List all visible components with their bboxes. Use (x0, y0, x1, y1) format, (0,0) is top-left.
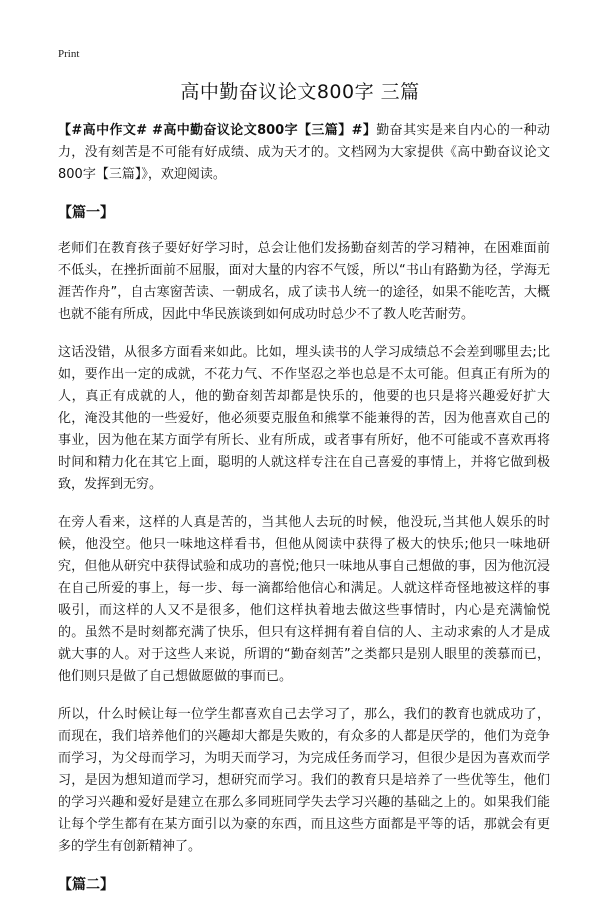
intro-paragraph (58, 120, 550, 186)
paragraph-3: 在旁人看来，这样的人真是苦的，当其他人去玩的时候，他没玩,当其他人娱乐的时候，他没空。他只一味地这样看书，但他从阅读中获得了极大的快乐;他只一味地研究，但他从研究中获得试验和成功的喜悦;他只一味地从事自己想做的事，因为他沉浸在自己所爱的事上，每一步、每一滴都给他信心和满足。人就这样奇怪地被这样的事吸引，而这样的人又不是很多，他们这样执着地去做这些事情时，内心是充满愉悦的。虽然不是时刻都充满了快乐，但只有这样拥有着自信的人、主动求索的人才是成就大事的人。对于这些人来说，所谓的“勤奋刻苦”之类都只是别人眼里的羡慕而已，他们则只是做了自己想做愿做的事而已。 (58, 515, 550, 684)
paragraph-2: 这话没错，从很多方面看来如此。比如，埋头读书的人学习成绩总不会差到哪里去;比如，要作出一定的成就，不花力气、不作坚忍之举也总是不太可能。但真正有所为的人，真正有成就的人，他的勤奋刻苦却都是快乐的，他要的也只是将兴趣爱好扩大化，淹没其他的一些爱好，他必须要克服鱼和熊掌不能兼得的苦，因为他喜欢自己的事业，因为他在某方面学有所长、业有所成，或者事有所好，他不可能或不喜欢再将时间和精力化在其它上面，聪明的人就这样专注在自己喜爱的事情上，并将它做到极致，发挥到无穷。 (58, 345, 550, 492)
section-heading-2: 【篇二】 (58, 877, 114, 893)
intro-text: 勤奋其实是来自内心的一种动力，没有刻苦是不可能有好成绩、成为天才的。文档网为大家提供《高中勤奋议论文800字【三篇】》，欢迎阅读。 (58, 123, 550, 182)
section-heading-1: 【篇一】 (58, 205, 114, 221)
article-body (58, 120, 550, 910)
intro-tag: 【#高中作文# #高中勤奋议论文800字【三篇】#】 (58, 123, 377, 138)
print-link[interactable]: Print (58, 48, 80, 60)
article-title: 高中勤奋议论文800字 三篇 (180, 81, 420, 103)
paragraph-1: 老师们在教育孩子要好好学习时，总会让他们发扬勤奋刻苦的学习精神，在困难面前不低头，在挫折面前不屈服，面对大量的内容不气馁，所以“书山有路勤为径，学海无涯苦作舟”，自古寒窗苦读、一朝成名，成了读书人统一的途径，如果不能吃苦，大概也就不能有所成，因此中华民族谈到如何成功时总少不了教人吃苦耐劳。 (58, 241, 550, 322)
paragraph-4: 所以，什么时候让每一位学生都喜欢自己去学习了，那么，我们的教育也就成功了，而现在，我们培养他们的兴趣却大都是失败的，有众多的人都是厌学的，他们为竞争而学习，为父母而学习，为明天而学习，为完成任务而学习，但很少是因为喜欢而学习，是因为想知道而学习，想研究而学习。我们的教育只是培养了一些优等生，他们的学习兴趣和爱好是建立在那么多同班同学失去学习兴趣的基础之上的。如果我们能让每个学生都有在某方面引以为豪的东西，而且这些方面都是平等的话，那就会有更多的学生有创新精神了。 (58, 707, 550, 854)
